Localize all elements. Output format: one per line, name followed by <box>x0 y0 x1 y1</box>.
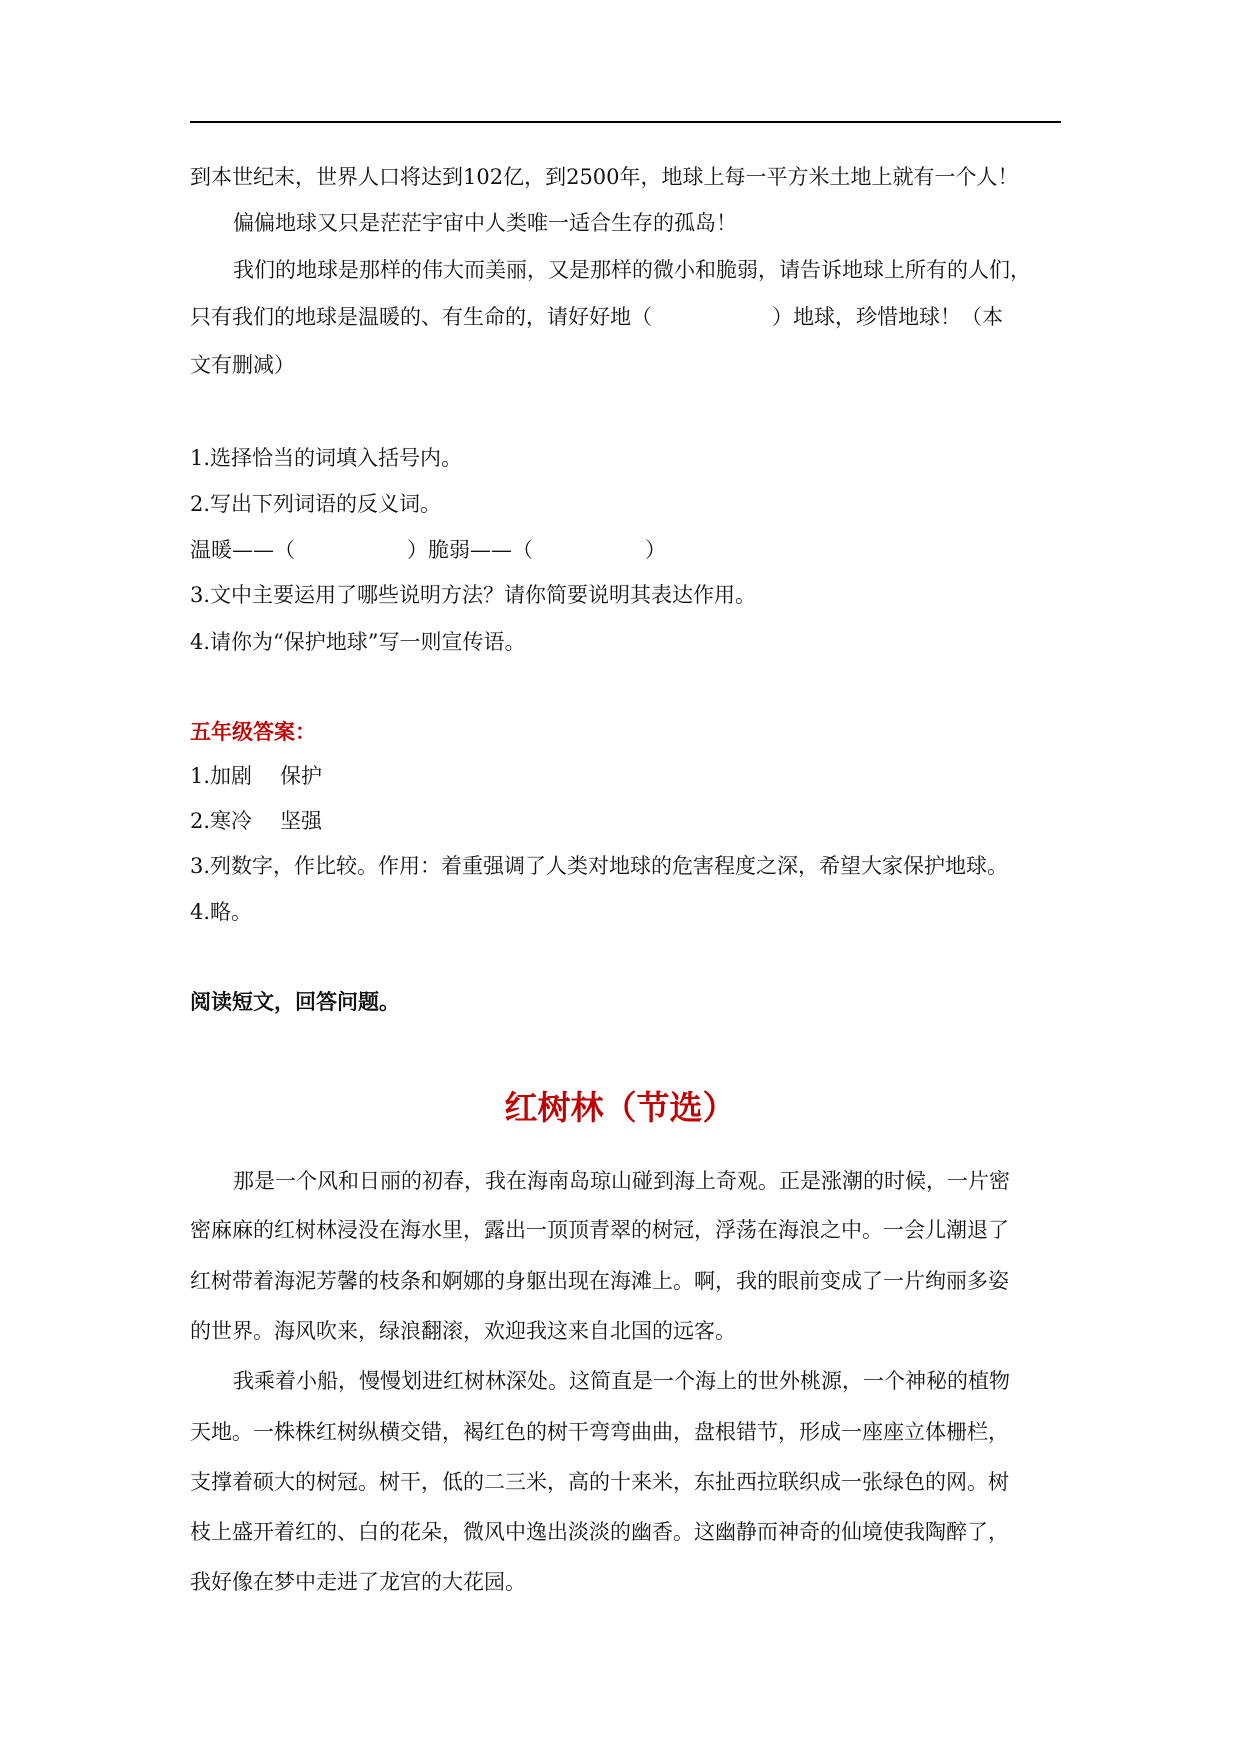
passage-line-1: 到本世纪末，世界人口将达到102亿，到2500年，地球上每一平方米土地上就有一个人！ <box>190 165 1019 189</box>
article-p2-line-1: 我乘着小船，慢慢划进红树林深处。这简直是一个海上的世外桃源，一个神秘的植物 <box>233 1369 1010 1393</box>
question-4: 4.请你为“保护地球”写一则宣传语。 <box>190 630 526 654</box>
antonym-close: ） <box>645 538 666 562</box>
question-2-antonyms <box>190 535 666 565</box>
reading-instruction: 阅读短文，回答问题。 <box>190 990 400 1014</box>
question-3: 3.文中主要运用了哪些说明方法？请你简要说明其表达作用。 <box>190 583 757 607</box>
answer-2 <box>190 806 322 836</box>
answers-heading: 五年级答案： <box>190 720 316 744</box>
answer-3: 3.列数字，作比较。作用：着重强调了人类对地球的危害程度之深，希望大家保护地球。 <box>190 854 1009 878</box>
article-p1-line-2: 密麻麻的红树林浸没在海水里，露出一顶顶青翠的树冠，浮荡在海浪之中。一会儿潮退了 <box>190 1218 1009 1242</box>
passage-line-4 <box>190 302 1003 332</box>
article-p1-line-1: 那是一个风和日丽的初春，我在海南岛琼山碰到海上奇观。正是涨潮的时候，一片密 <box>233 1169 1010 1193</box>
antonym-warm: 温暖——（ <box>190 538 295 562</box>
antonym-fragile: ）脆弱——（ <box>407 538 533 562</box>
article-p2-line-2: 天地。一株株红树纵横交错，褐红色的树干弯弯曲曲，盘根错节，形成一座座立体栅栏， <box>190 1420 1009 1444</box>
answer-1-num: 1.加剧 <box>190 764 253 788</box>
question-2: 2.写出下列词语的反义词。 <box>190 492 442 516</box>
passage-line-4-end: ）地球，珍惜地球！（本 <box>772 305 1003 329</box>
passage-line-5: 文有删减） <box>190 353 295 377</box>
article-title: 红树林（节选） <box>504 1088 736 1127</box>
passage-line-2: 偏偏地球又只是茫茫宇宙中人类唯一适合生存的孤岛！ <box>233 211 737 235</box>
article-p1-line-4: 的世界。海风吹来，绿浪翻滚，欢迎我这来自北国的远客。 <box>190 1319 736 1343</box>
article-p2-line-3: 支撑着硕大的树冠。树干，低的二三米，高的十来米，东扯西拉联织成一张绿色的网。树 <box>190 1470 1009 1494</box>
article-p1-line-3: 红树带着海泥芳馨的枝条和婀娜的身躯出现在海滩上。啊，我的眼前变成了一片绚丽多姿 <box>190 1269 1009 1293</box>
question-1: 1.选择恰当的词填入括号内。 <box>190 446 463 470</box>
answer-2-num: 2.寒冷 <box>190 809 253 833</box>
answer-1 <box>190 761 322 791</box>
passage-line-4-start: 只有我们的地球是温暖的、有生命的，请好好地（ <box>190 305 652 329</box>
answer-2-word: 坚强 <box>280 809 323 833</box>
answer-1-word: 保护 <box>280 764 323 788</box>
passage-line-3: 我们的地球是那样的伟大而美丽，又是那样的微小和脆弱，请告诉地球上所有的人们， <box>233 258 1031 282</box>
article-p2-line-4: 枝上盛开着红的、白的花朵，微风中逸出淡淡的幽香。这幽静而神奇的仙境使我陶醉了， <box>190 1520 1009 1544</box>
article-p2-line-5: 我好像在梦中走进了龙宫的大花园。 <box>190 1570 526 1594</box>
header-rule <box>190 121 1061 123</box>
answer-4: 4.略。 <box>190 900 253 924</box>
